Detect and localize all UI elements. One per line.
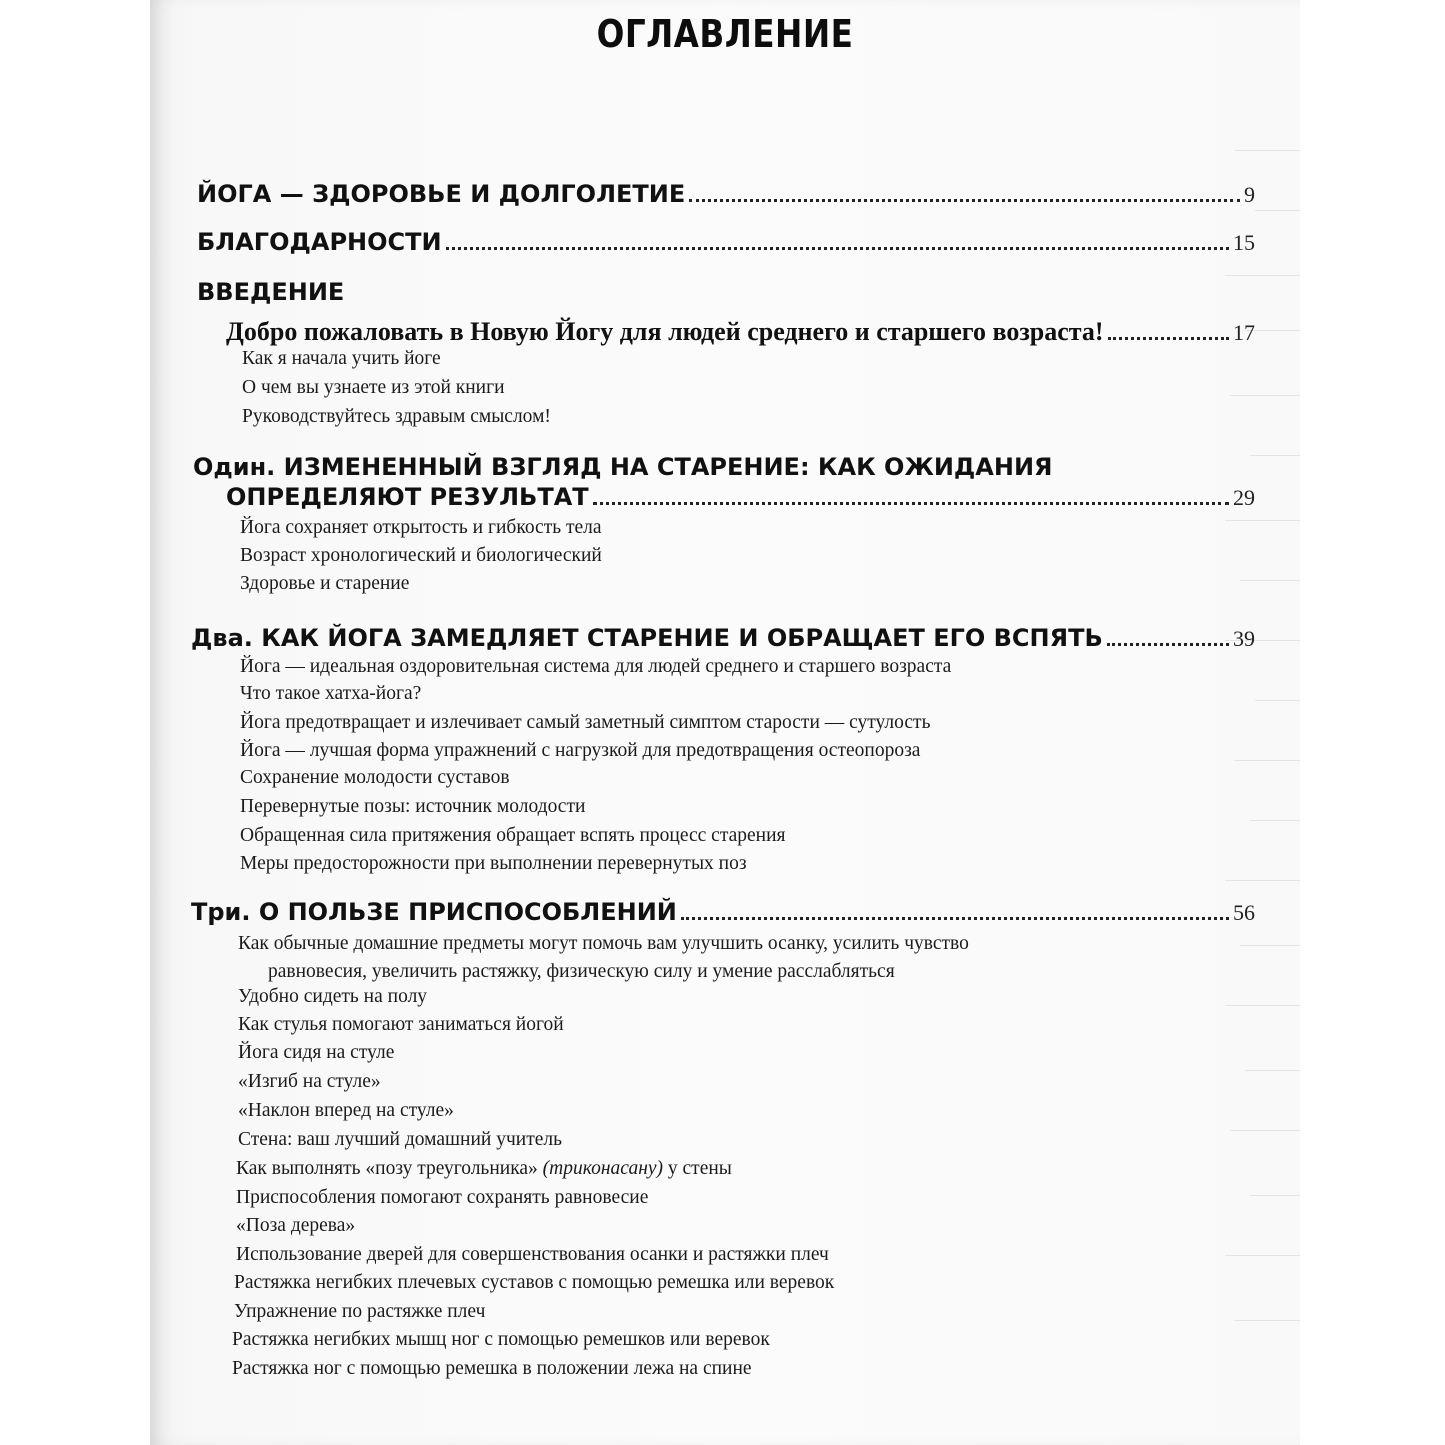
chapter-one-title: Один. ИЗМЕНЕННЫЙ ВЗГЛЯД НА СТАРЕНИЕ: КАК ОЖИДАНИЯ: [193, 453, 1053, 481]
subentry: О чем вы узнаете из этой книги: [242, 377, 505, 398]
subentry: Стена: ваш лучший домашний учитель: [238, 1129, 563, 1150]
subentry: Йога предотвращает и излечивает самый заметный симптом старости — сутулость: [240, 712, 931, 733]
subentry: Что такое хатха-йога?: [240, 683, 422, 704]
entry-title: БЛАГОДАРНОСТИ: [197, 228, 442, 256]
entry-title: Два. КАК ЙОГА ЗАМЕДЛЯЕТ СТАРЕНИЕ И ОБРАЩАЕТ ЕГО ВСПЯТЬ: [191, 624, 1103, 652]
dot-leader: [593, 502, 1229, 505]
page-number: 29: [1233, 485, 1255, 510]
dot-leader: [681, 917, 1229, 920]
subentry: Упражнение по растяжке плеч: [234, 1301, 486, 1322]
subentry: Йога сидя на стуле: [238, 1042, 395, 1063]
subentry: Растяжка негибких плечевых суставов с помощью ремешка или веревок: [234, 1272, 835, 1293]
dot-leader: [1107, 643, 1229, 646]
subentry: Как обычные домашние предметы могут помочь вам улучшить осанку, усилить чувство: [238, 933, 969, 954]
page-title: ОГЛАВЛЕНИЕ: [596, 12, 854, 56]
subentry: «Поза дерева»: [236, 1215, 356, 1236]
subentry: Как я начала учить йоге: [242, 348, 441, 369]
dot-leader: [1108, 337, 1229, 340]
subentry: Использование дверей для совершенствования осанки и растяжки плеч: [236, 1244, 829, 1265]
entry-title: Три. О ПОЛЬЗЕ ПРИСПОСОБЛЕНИЙ: [191, 898, 677, 926]
page-number: 39: [1233, 626, 1255, 651]
subentry: Как стулья помогают заниматься йогой: [238, 1014, 564, 1035]
subentry: Перевернутые позы: источник молодости: [240, 796, 586, 817]
subentry: «Наклон вперед на стуле»: [238, 1100, 454, 1121]
dot-leader: [446, 247, 1229, 250]
toc-entry-welcome: [226, 317, 1255, 347]
subentry: Сохранение молодости суставов: [240, 767, 510, 788]
section-title-intro: ВВЕДЕНИЕ: [197, 278, 345, 306]
subentry-continuation: равновесия, увеличить растяжку, физическую силу и умение расслабляться: [268, 961, 895, 982]
subentry: Растяжка ног с помощью ремешка в положении лежа на спине: [232, 1358, 752, 1379]
subentry: Меры предосторожности при выполнении перевернутых поз: [240, 853, 747, 874]
subentry-italic-term: (триконасану): [542, 1158, 664, 1179]
subentry: Удобно сидеть на полу: [238, 986, 428, 1007]
toc-entry-chapter-three: [191, 898, 1255, 926]
subentry: Здоровье и старение: [240, 573, 410, 594]
page-number: 56: [1233, 900, 1255, 925]
subentry: Растяжка негибких мышц ног с помощью ремешков или веревок: [232, 1329, 770, 1350]
toc-entry-preface: [197, 180, 1255, 208]
subentry: Возраст хронологический и биологический: [240, 545, 602, 566]
subentry-text: у стены: [663, 1158, 732, 1179]
entry-title: ЙОГА — ЗДОРОВЬЕ И ДОЛГОЛЕТИЕ: [197, 180, 686, 208]
subentry: Йога — лучшая форма упражнений с нагрузкой для предотвращения остеопороза: [240, 740, 921, 761]
subentry: Йога — идеальная оздоровительная система для людей среднего и старшего возраста: [240, 656, 952, 677]
toc-entry-chapter-one: [226, 483, 1255, 511]
page-number: 17: [1233, 320, 1255, 345]
page-number: 9: [1244, 182, 1255, 207]
show-through-text: [1225, 0, 1300, 1445]
subentry: Руководствуйтесь здравым смыслом!: [242, 406, 551, 427]
subentry: Обращенная сила притяжения обращает вспять процесс старения: [240, 825, 786, 846]
toc-entry-chapter-two: [191, 624, 1255, 652]
subentry-triangle-pose: [236, 1158, 732, 1180]
entry-title: ОПРЕДЕЛЯЮТ РЕЗУЛЬТАТ: [226, 483, 589, 511]
subentry: Приспособления помогают сохранять равновесие: [236, 1187, 649, 1208]
toc-entry-thanks: [197, 228, 1255, 256]
subentry: Йога сохраняет открытость и гибкость тела: [240, 517, 602, 538]
dot-leader: [689, 199, 1240, 202]
entry-title: Добро пожаловать в Новую Йогу для людей среднего и старшего возраста!: [226, 317, 1104, 346]
page-number: 15: [1233, 230, 1255, 255]
subentry-text: Как выполнять «позу треугольника»: [236, 1158, 543, 1179]
subentry: «Изгиб на стуле»: [238, 1071, 381, 1092]
